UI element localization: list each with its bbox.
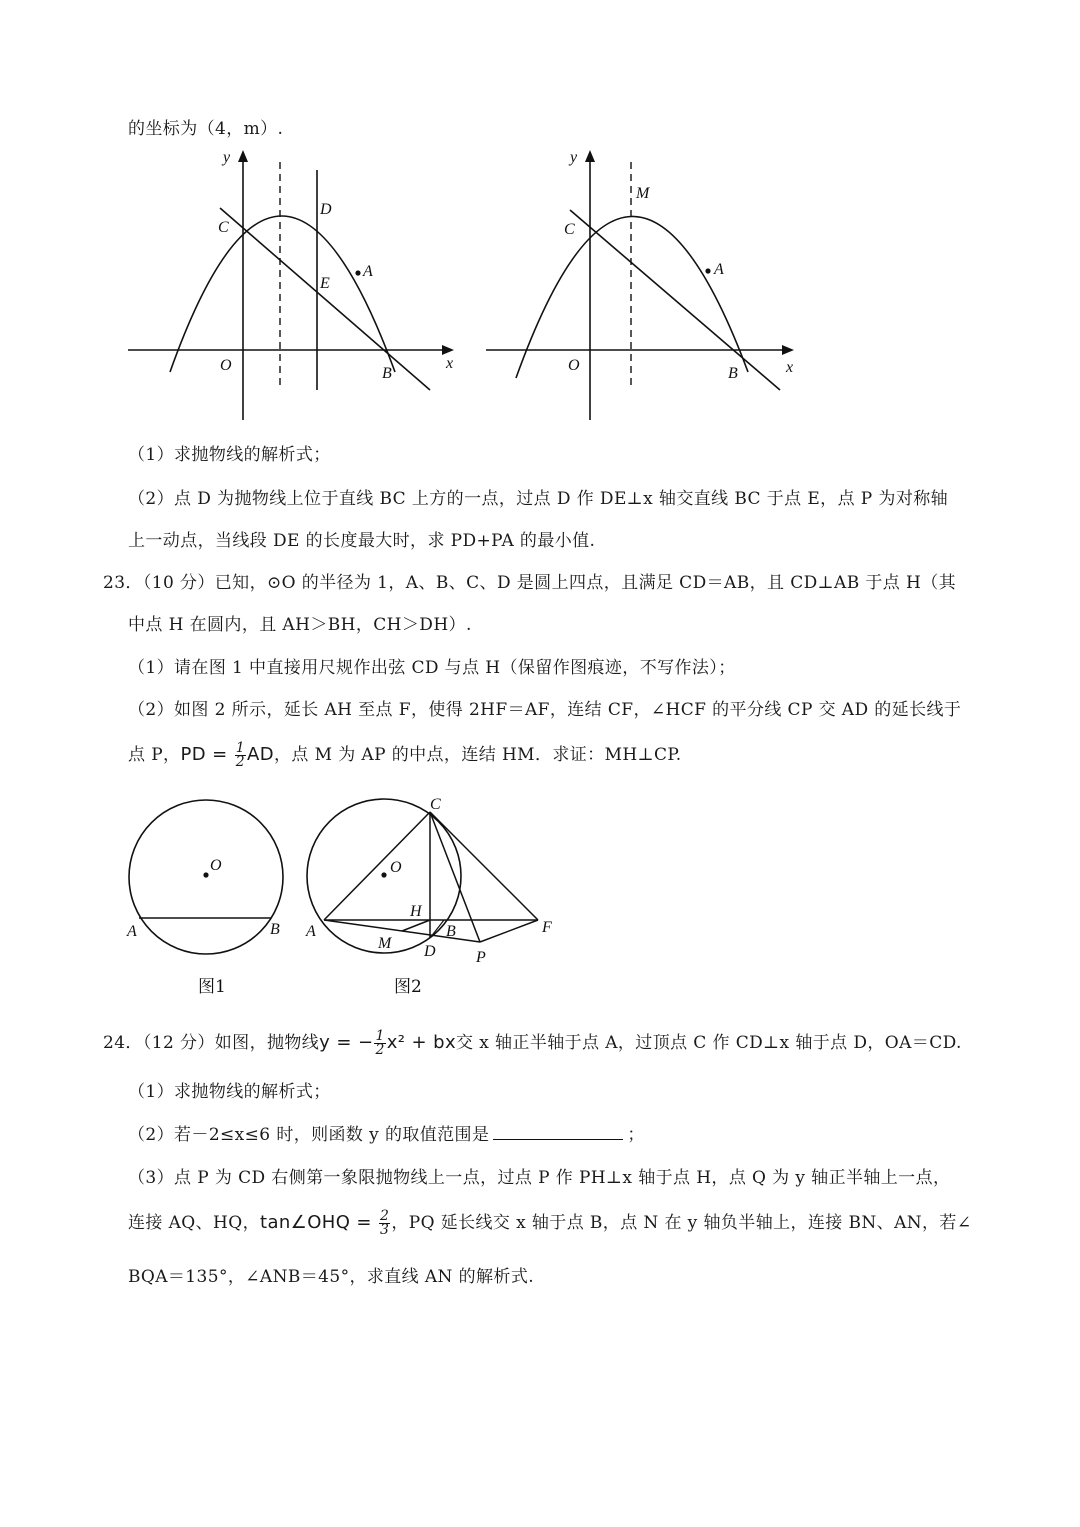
q24-line1: [103, 1028, 962, 1057]
q22-part2-line1: （2）点 D 为抛物线上位于直线 BC 上方的一点，过点 D 作 DE⊥x 轴交直线 BC 于点 E，点 P 为对称轴: [128, 489, 949, 509]
q24-p3-fraction: [379, 1210, 390, 1237]
q24-line1-pre: 24．（12 分）如图，抛物线: [103, 1033, 320, 1053]
q23-p2-math-left: PD =: [180, 744, 234, 765]
q24-part3-line1: （3）点 P 为 CD 右侧第一象限抛物线上一点，过点 P 作 PH⊥x 轴于点 H，点 Q 为 y 轴正半轴上一点，: [128, 1168, 951, 1188]
q23-part2-line1: （2）如图 2 所示，延长 AH 至点 F，使得 2HF＝AF，连结 CF，∠HCF 的平分线 CP 交 AD 的延长线于: [128, 700, 962, 720]
q23-line1: 23．（10 分）已知，⊙O 的半径为 1，A、B、C、D 是圆上四点，且满足 CD＝AB，且 CD⊥AB 于点 H（其: [103, 573, 957, 593]
fig2-label-M: M: [378, 935, 392, 952]
q22-figure-right: [478, 140, 808, 425]
q23-p2-post: ，点 M 为 AP 的中点，连结 HM．求证：MH⊥CP.: [274, 745, 682, 765]
label-C: C: [564, 221, 575, 238]
label-A: A: [363, 263, 373, 280]
fig1-label-A: A: [127, 923, 137, 940]
q23-part2-line2: [128, 740, 682, 769]
fig1-label-B: B: [270, 921, 280, 938]
q22-figure-left: [120, 140, 470, 425]
label-y: y: [223, 149, 231, 166]
q24-p3-post: ，PQ 延长线交 x 轴于点 B，点 N 在 y 轴负半轴上，连接 BN、AN，若∠: [391, 1213, 972, 1233]
fig2-label-O: O: [390, 859, 402, 876]
q24-part2: [128, 1120, 645, 1145]
frac-numerator: 2: [380, 1208, 390, 1224]
q24-part1: （1）求抛物线的解析式；: [128, 1082, 331, 1102]
answer-blank[interactable]: [493, 1125, 623, 1140]
label-B: B: [382, 365, 392, 382]
q24-fraction: [374, 1030, 385, 1057]
q24-math-a: y = −: [319, 1032, 374, 1053]
q23-line2: 中点 H 在圆内，且 AH＞BH，CH＞DH）.: [128, 615, 472, 635]
q24-p2-pre: （2）若－2≤x≤6 时，则函数 y 的取值范围是: [128, 1125, 490, 1145]
q22-part2-line2: 上一动点，当线段 DE 的长度最大时，求 PD+PA 的最小值.: [128, 531, 596, 551]
fig2-label-C: C: [430, 796, 441, 813]
label-M: M: [636, 185, 650, 202]
label-y: y: [570, 149, 578, 166]
frac-denominator: 2: [235, 754, 246, 770]
q24-part3-line3: BQA＝135°，∠ANB＝45°，求直线 AN 的解析式.: [128, 1267, 535, 1287]
frac-denominator: 3: [380, 1222, 390, 1238]
fig2-label-D: D: [424, 943, 436, 960]
label-x: x: [446, 355, 454, 372]
label-B: B: [728, 365, 738, 382]
fig2-caption: 图2: [394, 977, 422, 997]
q24-p2-post: ；: [627, 1125, 645, 1145]
q24-p3-math: tan∠OHQ =: [259, 1212, 379, 1233]
q24-math-b: x² + bx: [386, 1032, 457, 1053]
fig1-label-O: O: [210, 857, 222, 874]
q23-p2-fraction: [235, 742, 246, 769]
label-C: C: [218, 219, 229, 236]
q23-part1: （1）请在图 1 中直接用尺规作出弦 CD 与点 H（保留作图痕迹，不写作法）；: [128, 658, 736, 678]
frac-denominator: 2: [375, 1042, 385, 1058]
frac-numerator: 1: [375, 1028, 385, 1044]
frac-numerator: 1: [235, 740, 246, 756]
fig2-label-H: H: [410, 903, 422, 920]
q23-p2-pre: 点 P，: [128, 745, 181, 765]
label-D: D: [320, 201, 332, 218]
q23-figures: [118, 790, 568, 1000]
fig2-label-P: P: [476, 949, 486, 966]
label-O: O: [220, 357, 232, 374]
fig2-label-B: B: [446, 923, 456, 940]
q23-p2-math-right: AD: [247, 744, 274, 765]
q22-coord-line: 的坐标为（4，m）.: [128, 119, 284, 139]
q24-p3-pre: 连接 AQ、HQ，: [128, 1213, 260, 1233]
fig2-label-A: A: [306, 923, 316, 940]
fig1-caption: 图1: [198, 977, 226, 997]
label-x: x: [786, 359, 794, 376]
q22-part1: （1）求抛物线的解析式；: [128, 445, 331, 465]
q24-part3-line2: [128, 1208, 971, 1237]
label-O: O: [568, 357, 580, 374]
q24-line1-post: 交 x 轴正半轴于点 A，过顶点 C 作 CD⊥x 轴于点 D，OA＝CD.: [456, 1033, 962, 1053]
fig2-label-F: F: [542, 919, 552, 936]
label-A: A: [714, 261, 724, 278]
label-E: E: [320, 275, 330, 292]
